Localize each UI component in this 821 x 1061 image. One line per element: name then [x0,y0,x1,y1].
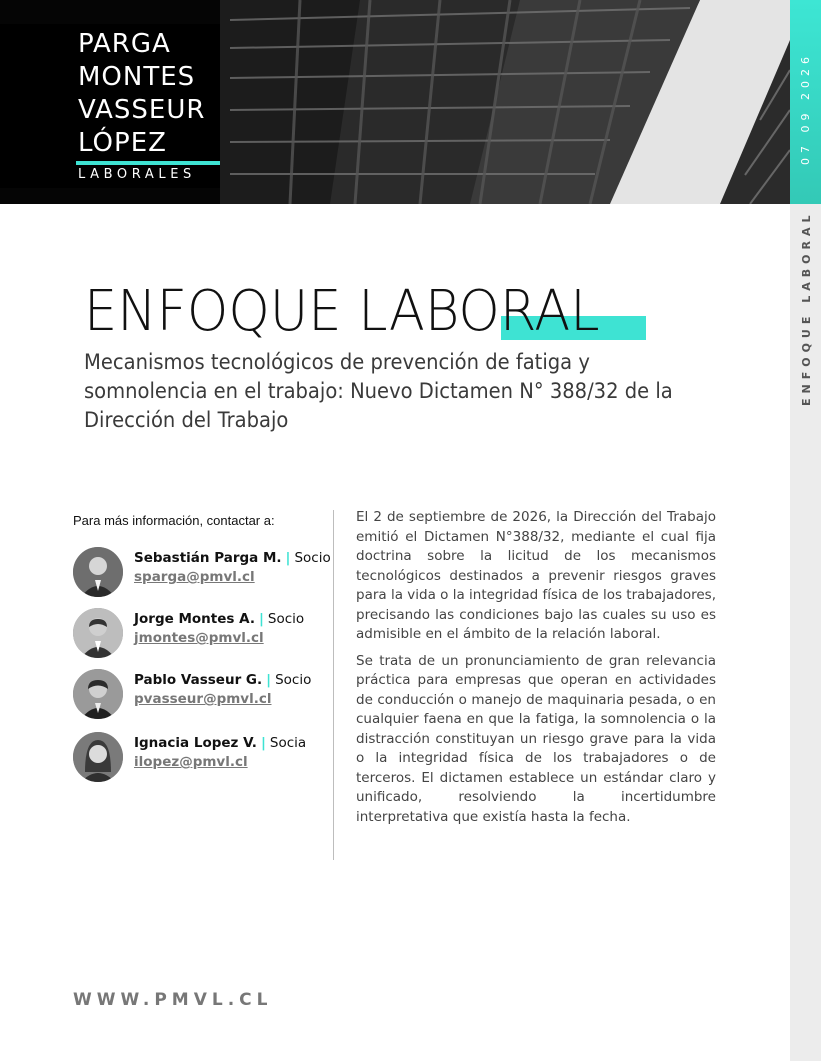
contact-card [73,669,333,721]
contact-name-line [134,735,306,751]
contact-email-link[interactable]: jmontes@pmvl.cl [134,630,264,646]
separator-bar: | [285,550,291,566]
contact-name: Ignacia Lopez V. [134,735,257,751]
column-divider [333,510,334,860]
contact-card [73,608,333,660]
contact-email-link[interactable]: ilopez@pmvl.cl [134,754,248,770]
contact-email-link[interactable]: sparga@pmvl.cl [134,569,255,585]
issue-date: 07 09 2026 [799,52,812,165]
contact-email-link[interactable]: pvasseur@pmvl.cl [134,691,272,707]
footer-website-link[interactable]: WWW.PMVL.CL [73,990,273,1010]
contact-card [73,732,333,784]
separator-bar: | [260,735,266,751]
logo-line-2: MONTES [78,62,196,92]
avatar [73,608,123,658]
article-body [356,508,716,834]
page-title: ENFOQUE LABORAL [84,279,600,344]
avatar [73,547,123,597]
contact-card [73,547,333,599]
body-paragraph: Se trata de un pronunciamiento de gran relevancia práctica para empresas que operan en actividades de conducción o manejo de maquinaria pesada, o en cualquier faena en que la fatiga, la somnolencia o la distracción constituyan un riesgo grave para la vida o la integridad física de los trabajadores o de terceros. El dictamen establece un estándar claro y unificado, resolviendo la incertidumbre interpretativa que existía hasta la fecha. [356,652,716,825]
contact-heading: Para más información, contactar a: [73,513,275,528]
side-strip-label: ENFOQUE LABORAL [800,210,813,406]
separator-bar: | [258,611,264,627]
contact-role: Socio [267,611,305,627]
separator-bar: | [266,672,272,688]
contact-name-line [134,672,311,688]
logo-subtitle: LABORALES [78,167,196,182]
contact-name: Sebastián Parga M. [134,550,282,566]
contact-name-line [134,611,304,627]
logo-accent-rule [76,161,220,165]
contact-role: Socia [269,735,307,751]
logo-line-1: PARGA [78,29,171,59]
logo-line-4: LÓPEZ [78,128,167,158]
logo [0,24,220,188]
avatar [73,732,123,782]
contact-role: Socio [294,550,331,566]
contact-name: Jorge Montes A. [134,611,255,627]
logo-line-3: VASSEUR [78,95,206,125]
avatar [73,669,123,719]
contact-role: Socio [275,672,312,688]
header-banner [0,0,790,204]
page-subtitle: Mecanismos tecnológicos de prevención de fatiga y somnolencia en el trabajo: Nuevo Dictamen N° 388/32 de la Dirección del Trabajo [84,350,673,432]
contact-name-line [134,550,331,566]
contact-name: Pablo Vasseur G. [134,672,263,688]
body-paragraph: El 2 de septiembre de 2026, la Dirección del Trabajo emitió el Dictamen N°388/32, mediante el cual fija doctrina sobre la licitud de los mecanismos tecnológicos destinados a prevenir riesgos graves para la vida o la integridad física de los trabajadores, precisando las condiciones bajo las cuales su uso es admisible en el ámbito de la relación laboral. [356,509,716,642]
